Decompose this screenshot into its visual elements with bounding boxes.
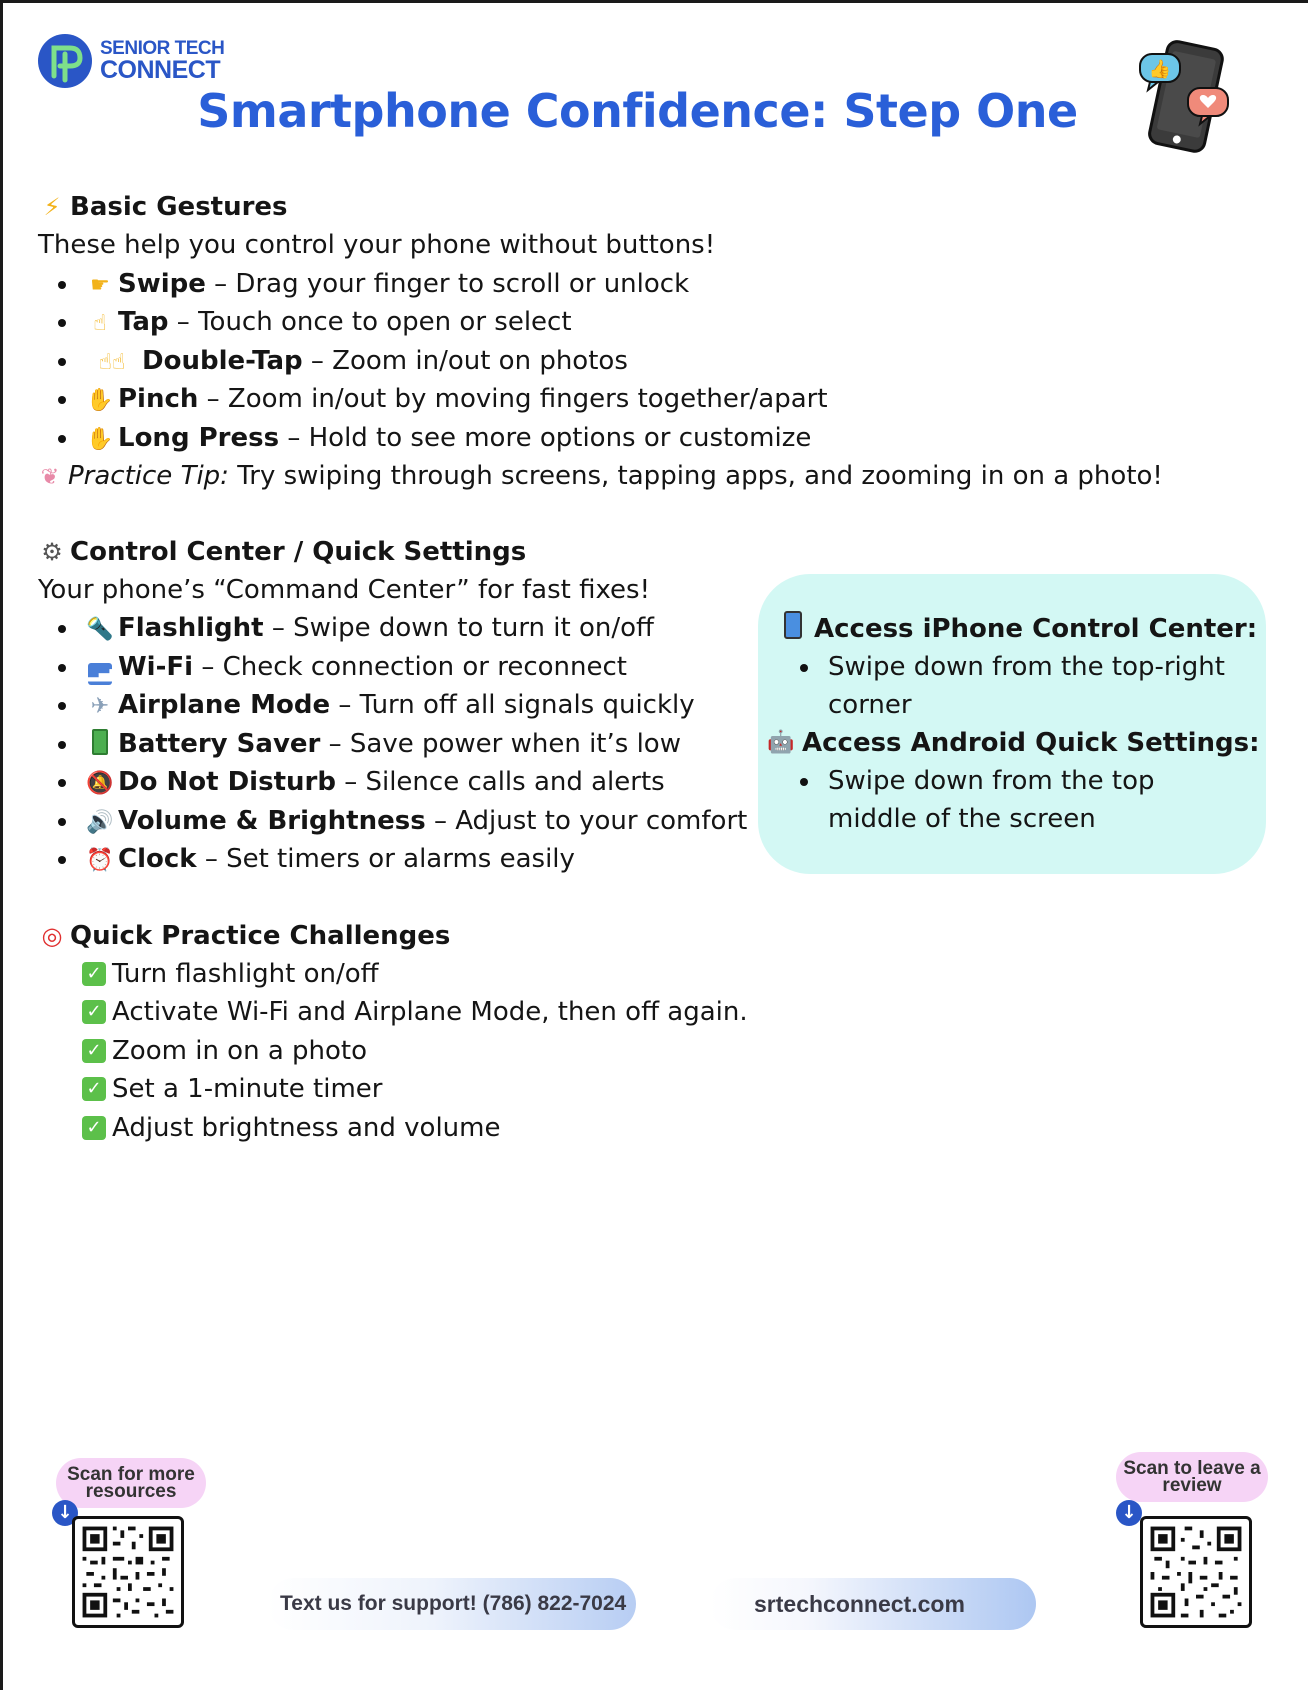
- battery-icon: [86, 727, 114, 766]
- iphone-heading: Access iPhone Control Center:: [778, 610, 1266, 648]
- page-border-left: [0, 0, 3, 1690]
- android-heading: 🤖 Access Android Quick Settings:: [766, 724, 1266, 762]
- list-item: ✓ Set a 1-minute timer: [38, 1070, 1268, 1109]
- qr-right-label: Scan to leave a review: [1116, 1452, 1268, 1502]
- list-item: ☝☝ Double-Tap – Zoom in/out on photos: [38, 342, 1268, 381]
- qr-left-label: Scan for more resources: [56, 1458, 206, 1508]
- list-item: ✓ Zoom in on a photo: [38, 1032, 1268, 1071]
- section-heading-gestures: ⚡ Basic Gestures: [38, 188, 1268, 226]
- checkmark-icon: ✓: [82, 1000, 106, 1024]
- list-item: 🔊 Volume & Brightness – Adjust to your comfort: [38, 802, 1268, 841]
- robot-icon: 🤖: [767, 730, 795, 755]
- list-item: ✓ Adjust brightness and volume: [38, 1109, 1268, 1148]
- list-item: ✓ Turn flashlight on/off: [38, 955, 1268, 994]
- signal-bars-icon: ▂▄▆: [86, 650, 114, 689]
- pointing-right-icon: ☛: [90, 272, 110, 298]
- logo-mark-icon: [36, 32, 94, 90]
- list-item: 🔕 Do Not Disturb – Silence calls and alerts: [38, 763, 1268, 802]
- checkmark-icon: ✓: [82, 1116, 106, 1140]
- logo-line-1: SENIOR TECH: [100, 38, 225, 59]
- pointing-up-icon: ☝: [93, 311, 107, 336]
- lightning-icon: ⚡: [43, 193, 61, 221]
- pinch-hand-icon: ✋: [86, 388, 114, 413]
- support-phone-pill[interactable]: Text us for support! (786) 822-7024: [268, 1578, 636, 1630]
- list-item: ✓ Activate Wi-Fi and Airplane Mode, then off again.: [38, 993, 1268, 1032]
- double-pointing-up-icon: ☝☝: [98, 349, 126, 375]
- section-heading-challenges: ◎ Quick Practice Challenges: [38, 917, 1268, 955]
- website-pill[interactable]: srtechconnect.com: [710, 1578, 1036, 1630]
- arrow-down-icon: ↓: [1116, 1500, 1142, 1526]
- page-border-top: [0, 0, 1308, 3]
- android-instruction: Swipe down from the top middle of the screen: [828, 762, 1228, 838]
- list-item: Battery Saver – Save power when it’s low: [38, 725, 1268, 764]
- page-title: Smartphone Confidence: Step One: [197, 84, 1078, 138]
- list-item: ▂▄▆Wi-Fi – Check connection or reconnect: [38, 648, 1268, 687]
- checkmark-icon: ✓: [82, 1077, 106, 1101]
- challenge-list: [38, 955, 1268, 1148]
- bell-muted-icon: 🔕: [86, 771, 114, 796]
- arrow-down-icon: ↓: [52, 1500, 78, 1526]
- checkmark-icon: ✓: [82, 962, 106, 986]
- list-item: ☛ Swipe – Drag your finger to scroll or unlock: [38, 265, 1268, 304]
- logo-line-2: CONNECT: [100, 56, 221, 84]
- iphone-instruction: Swipe down from the top-right corner: [828, 648, 1228, 724]
- gestures-intro: These help you control your phone without buttons!: [38, 230, 716, 260]
- list-item: ⏰ Clock – Set timers or alarms easily: [38, 840, 1268, 879]
- qr-code-review[interactable]: [1140, 1516, 1252, 1628]
- svg-text:👍: 👍: [1148, 59, 1172, 80]
- brain-icon: ❦: [40, 465, 60, 490]
- list-item: ✋ Long Press – Hold to see more options or customize: [38, 419, 1268, 458]
- mobile-phone-icon: [778, 610, 808, 648]
- speaker-icon: 🔊: [86, 809, 114, 835]
- smartphone-social-icon: [1136, 36, 1232, 156]
- list-item: ✈ Airplane Mode – Turn off all signals quickly: [38, 686, 1268, 725]
- flashlight-icon: 🔦: [86, 617, 114, 642]
- section-heading-control: ⚙ Control Center / Quick Settings: [38, 533, 1268, 571]
- target-icon: ◎: [41, 921, 63, 950]
- gesture-list: [38, 265, 1268, 458]
- control-intro: Your phone’s “Command Center” for fast fixes!: [38, 574, 651, 605]
- list-item: ✋ Pinch – Zoom in/out by moving fingers together/apart: [38, 380, 1268, 419]
- checkmark-icon: ✓: [82, 1039, 106, 1063]
- list-item: ☝ Tap – Touch once to open or select: [38, 303, 1268, 342]
- alarm-clock-icon: ⏰: [86, 848, 114, 873]
- gear-icon: ⚙: [41, 537, 63, 566]
- access-info-box: [758, 574, 1266, 874]
- raised-hand-icon: ✋: [86, 426, 114, 452]
- practice-tip: ❦ Practice Tip: Try swiping through screens, tapping apps, and zooming in on a photo!: [36, 457, 1268, 496]
- airplane-icon: ✈: [90, 694, 110, 719]
- brand-logo: [36, 32, 224, 90]
- list-item: 🔦 Flashlight – Swipe down to turn it on/off: [38, 609, 1268, 648]
- qr-code-resources[interactable]: [72, 1516, 184, 1628]
